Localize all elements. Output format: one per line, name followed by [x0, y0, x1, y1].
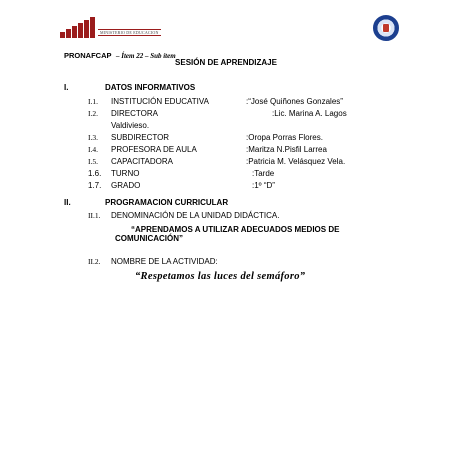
- row-num: I.2.: [88, 109, 98, 118]
- section2-numeral: II.: [64, 198, 71, 207]
- row-label: DIRECTORA: [111, 109, 158, 118]
- unit-title-line1: “APRENDAMOS A UTILIZAR ADECUADOS MEDIOS DE: [131, 225, 340, 234]
- row-num: I.3.: [88, 133, 98, 142]
- program-name: PRONAFCAP: [64, 51, 112, 60]
- row-num: I.4.: [88, 145, 98, 154]
- row-label: SUBDIRECTOR: [111, 133, 170, 142]
- row-label: GRADO: [111, 181, 141, 190]
- item2-num: II.2.: [88, 257, 101, 266]
- row-value: :Oropa Porras Flores.: [246, 133, 323, 142]
- page-title: SESIÓN DE APRENDIZAJE: [175, 58, 277, 67]
- row-label: TURNO: [111, 169, 140, 178]
- ministry-logo: [60, 15, 173, 38]
- row-label: PROFESORA DE AULA: [111, 145, 197, 154]
- row-label: CAPACITADORA: [111, 157, 173, 166]
- row-value: :1º “D”: [252, 181, 275, 190]
- row-label: INSTITUCIÓN EDUCATIVA: [111, 97, 209, 106]
- logo-bars-icon: [60, 15, 96, 38]
- row-num: 1.6.: [88, 169, 102, 178]
- row-num: 1.7.: [88, 181, 102, 190]
- item1-label: DENOMINACIÓN DE LA UNIDAD DIDÁCTICA.: [111, 211, 280, 220]
- activity-name: “Respetamos las luces del semáforo”: [135, 271, 306, 282]
- row-value: :“José Quiñones Gonzales”: [246, 97, 343, 106]
- school-seal-icon: [373, 15, 399, 41]
- row-value: :Lic. Marina A. Lagos: [272, 109, 347, 118]
- item2-label: NOMBRE DE LA ACTIVIDAD:: [111, 257, 218, 266]
- section2-heading: PROGRAMACION CURRICULAR: [105, 198, 229, 207]
- row-value: :Tarde: [252, 169, 275, 178]
- program-sub: – Ítem 22 – Sub ítem: [115, 52, 176, 60]
- logo-text: MINISTERIO DE EDUCACION: [100, 30, 159, 35]
- row-label: Valdivieso.: [111, 121, 150, 130]
- item1-num: II.1.: [88, 211, 101, 220]
- row-num: I.1.: [88, 97, 98, 106]
- section1-heading: DATOS INFORMATIVOS: [105, 83, 196, 92]
- unit-title-line2: COMUNICACIÓN”: [115, 234, 183, 243]
- row-num: I.5.: [88, 157, 98, 166]
- row-value: :Patricia M. Velásquez Vela.: [246, 157, 346, 166]
- section1-numeral: I.: [64, 83, 69, 92]
- row-value: :Maritza N.Pisfil Larrea: [246, 145, 327, 154]
